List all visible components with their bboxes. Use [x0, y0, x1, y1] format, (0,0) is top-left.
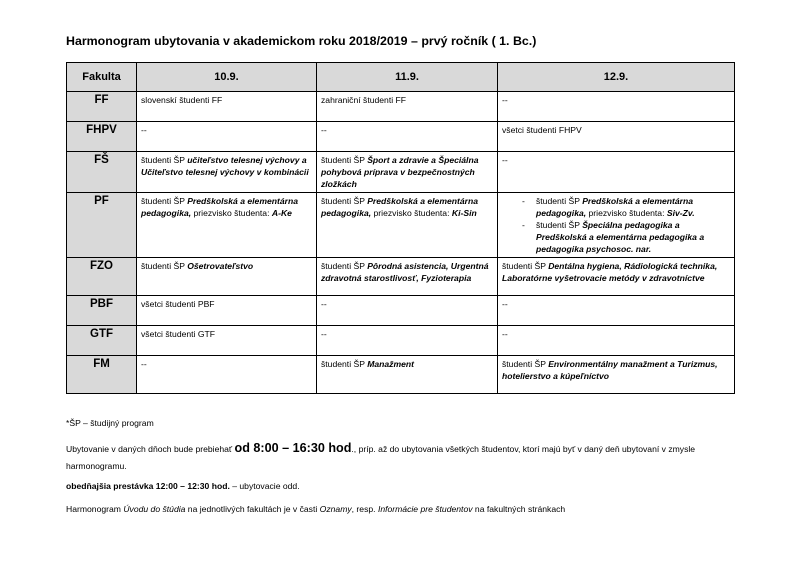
- lunch-break-dept: – ubytovacie odd.: [229, 481, 300, 491]
- program-name: A-Ke: [271, 208, 292, 218]
- cell-text: všetci študenti FHPV: [502, 125, 582, 135]
- header-day-2: 11.9.: [317, 63, 498, 92]
- day-1-cell: [137, 258, 317, 296]
- faculty-cell: FF: [67, 92, 137, 122]
- lunch-break-text: [66, 481, 300, 491]
- cell-text: študenti ŠP: [536, 220, 583, 230]
- program-name: Ošetrovateľstvo: [187, 261, 254, 271]
- cell-text: --: [502, 95, 508, 105]
- day-3-cell: [498, 193, 735, 258]
- note-part: na jednotlivých fakultách je v časti: [185, 504, 320, 514]
- day-1-cell: [137, 326, 317, 356]
- table-row: [67, 258, 735, 296]
- program-name: Pôrodná asistencia, Urgentná zdravotná starostlivosť, Fyzioterapia: [321, 261, 489, 283]
- day-2-cell: [317, 193, 498, 258]
- header-faculty: Fakulta: [67, 63, 137, 92]
- note-part: Harmonogram: [66, 504, 124, 514]
- faculty-cell: GTF: [67, 326, 137, 356]
- day-2-cell: [317, 356, 498, 394]
- table-row: [67, 296, 735, 326]
- day-2-cell: [317, 122, 498, 152]
- note-part: , resp.: [351, 504, 378, 514]
- footnote: *ŠP – študijný program: [66, 418, 154, 428]
- program-name: Manažment: [367, 359, 414, 369]
- table-row: [67, 122, 735, 152]
- day-3-cell: [498, 356, 735, 394]
- cell-text: --: [502, 299, 508, 309]
- cell-text: --: [321, 125, 327, 135]
- note-program: Úvodu do štúdia: [123, 504, 186, 514]
- day-2-cell: [317, 326, 498, 356]
- cell-text: študenti ŠP: [141, 155, 188, 165]
- program-name: Siv-Zv.: [666, 208, 695, 218]
- cell-text: --: [502, 329, 508, 339]
- cell-text: študenti ŠP: [321, 261, 368, 271]
- cell-text: študenti ŠP: [141, 261, 188, 271]
- hours-intro: Ubytovanie v daných dňoch bude prebiehať: [66, 444, 235, 454]
- day-1-cell: [137, 356, 317, 394]
- cell-text: študenti ŠP: [141, 196, 188, 206]
- program-name: učiteľstvo telesnej výchovy a Učiteľstvo telesnej výchovy v kombinácii: [141, 155, 309, 177]
- note-part: na fakultných stránkach: [472, 504, 566, 514]
- cell-text: študenti ŠP: [321, 155, 368, 165]
- faculty-cell: PBF: [67, 296, 137, 326]
- cell-text: priezvisko študenta:: [191, 208, 272, 218]
- cell-text: priezvisko študenta:: [371, 208, 452, 218]
- day-1-cell: [137, 193, 317, 258]
- faculty-cell: FHPV: [67, 122, 137, 152]
- table-header-row: [67, 63, 735, 92]
- note-announcements: Oznamy: [319, 504, 352, 514]
- cell-text: študenti ŠP: [321, 359, 368, 369]
- cell-text: --: [321, 299, 327, 309]
- faculty-cell: FŠ: [67, 152, 137, 193]
- program-name: Environmentálny manažment a Turizmus, hotelierstvo a kúpeľníctvo: [502, 359, 718, 381]
- table-row: [67, 193, 735, 258]
- table-row: [67, 92, 735, 122]
- program-name: Šport a zdravie a Špeciálna pohybová príprava v bezpečnostných zložkách: [321, 155, 479, 189]
- hours-range: od 8:00 – 16:30 hod: [234, 441, 352, 455]
- orientation-note: [66, 504, 565, 514]
- day-2-cell: [317, 258, 498, 296]
- document-title: Harmonogram ubytovania v akademickom roku 2018/2019 – prvý ročník ( 1. Bc.): [66, 34, 537, 48]
- cell-text: študenti ŠP: [536, 196, 583, 206]
- faculty-cell: PF: [67, 193, 137, 258]
- table-row: [67, 326, 735, 356]
- cell-text: všetci študenti GTF: [141, 329, 216, 339]
- schedule-body: [67, 92, 735, 394]
- program-name: Predškolská a elementárna pedagogika,: [536, 196, 694, 218]
- day-1-cell: [137, 92, 317, 122]
- program-name: Ki-Sin: [451, 208, 477, 218]
- hours-rest: ., príp. až do ubytovania všetkých študentov, ktorí majú byť v daný deň ubytovaní v zmysle harmonogramu.: [66, 444, 696, 471]
- cell-text: všetci študenti PBF: [141, 299, 215, 309]
- cell-text: študenti ŠP: [502, 359, 549, 369]
- cell-text: priezvisko študenta:: [586, 208, 667, 218]
- cell-text: zahraniční študenti FF: [321, 95, 407, 105]
- day-2-cell: [317, 296, 498, 326]
- header-day-3: 12.9.: [498, 63, 735, 92]
- program-name: Špeciálna pedagogika a Predškolská a elementárna pedagogika a pedagogika psychosoc. nar.: [536, 220, 705, 254]
- day-1-cell: [137, 152, 317, 193]
- program-name: Predškolská a elementárna pedagogika,: [141, 196, 299, 218]
- program-list: [502, 195, 730, 255]
- day-3-cell: [498, 152, 735, 193]
- program-name: Dentálna hygiena, Rádiologická technika, Laboratórne vyšetrovacie metódy v zdravotníctve: [502, 261, 718, 283]
- day-3-cell: [498, 258, 735, 296]
- day-3-cell: [498, 122, 735, 152]
- cell-text: slovenskí študenti FF: [141, 95, 223, 105]
- cell-text: --: [141, 359, 147, 369]
- cell-text: študenti ŠP: [502, 261, 549, 271]
- cell-text: --: [321, 329, 327, 339]
- day-1-cell: [137, 122, 317, 152]
- day-3-cell: [498, 326, 735, 356]
- day-2-cell: [317, 92, 498, 122]
- header-day-1: 10.9.: [137, 63, 317, 92]
- lunch-break-time: obedňajšia prestávka 12:00 – 12:30 hod.: [66, 481, 230, 491]
- accommodation-hours-text: [66, 440, 746, 475]
- list-item: [536, 195, 730, 219]
- cell-text: --: [502, 155, 508, 165]
- schedule-table: [66, 62, 735, 394]
- faculty-cell: FM: [67, 356, 137, 394]
- day-2-cell: [317, 152, 498, 193]
- faculty-cell: FZO: [67, 258, 137, 296]
- program-name: Predškolská a elementárna pedagogika,: [321, 196, 479, 218]
- table-row: [67, 152, 735, 193]
- cell-text: --: [141, 125, 147, 135]
- day-3-cell: [498, 92, 735, 122]
- cell-text: študenti ŠP: [321, 196, 368, 206]
- table-row: [67, 356, 735, 394]
- list-item: [536, 219, 730, 255]
- note-student-info: Informácie pre študentov: [377, 504, 473, 514]
- day-3-cell: [498, 296, 735, 326]
- day-1-cell: [137, 296, 317, 326]
